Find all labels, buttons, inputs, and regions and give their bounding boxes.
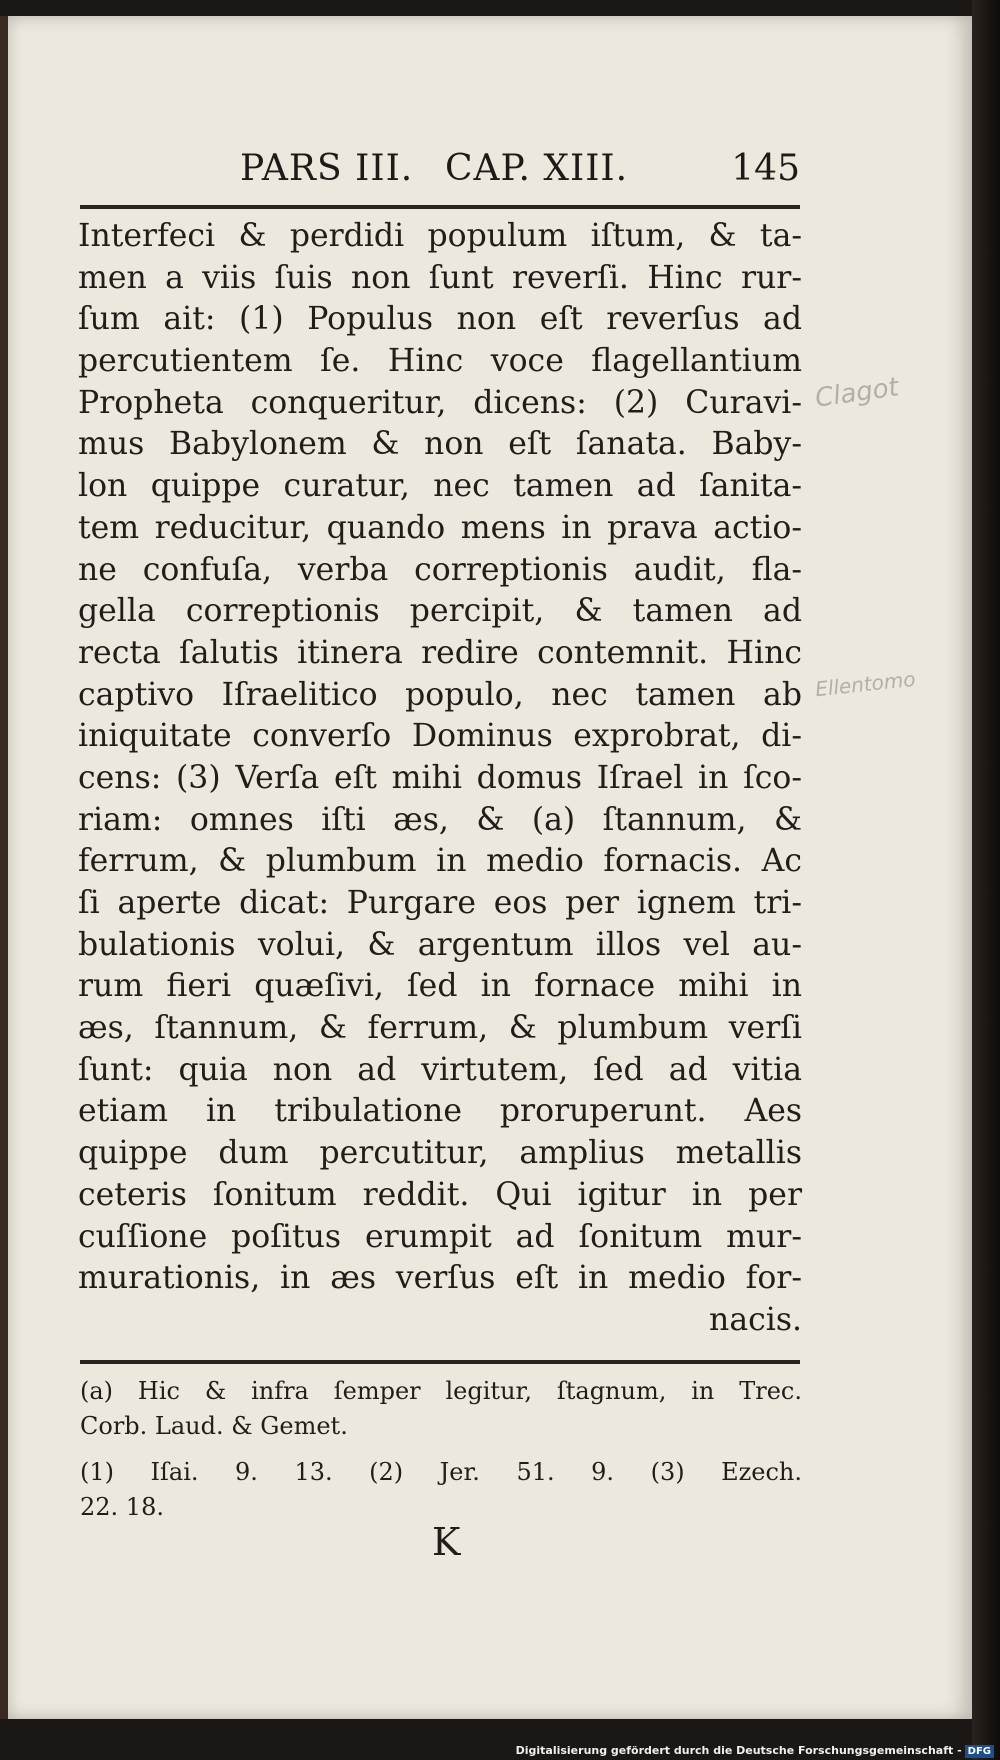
text-line: tem reducitur, quando mens in prava actio- [78,509,802,546]
text-line: cens: (3) Verſa eſt mihi domus Iſrael in ſco- [78,759,802,796]
text-line: mus Babylonem & non eſt ſanata. Baby- [78,426,802,463]
margin-annotation: Ellentomo [814,666,917,702]
text-line: riam: omnes iſti æs, & (a) ſtannum, & [78,801,802,838]
text-line: captivo Iſraelitico populo, nec tamen ab [78,676,802,713]
footnote-rule [80,1360,800,1364]
header-part: PARS III. [240,148,414,189]
header-rule [80,205,800,209]
footnote-line: Corb. Laud. & Gemet. [80,1412,348,1440]
text-line: ſum ait: (1) Populus non eſt reverſus ad [78,301,802,338]
text-line: iniquitate converſo Dominus exprobrat, di- [78,718,802,755]
text-line: ſunt: quia non ad virtutem, ſed ad vitia [78,1051,802,1088]
text-line: murationis, in æs verſus eſt in medio for- [78,1260,802,1297]
text-line: etiam in tribulatione proruperunt. Aes [78,1093,802,1130]
book-edge-right [972,0,1000,1760]
text-line: bulationis volui, & argentum illos vel au- [78,926,802,963]
digitization-credit [516,1744,994,1758]
text-line: æs, ſtannum, & ferrum, & plumbum verſi [78,1010,802,1047]
footnote-line: 22. 18. [80,1493,164,1521]
main-text [78,216,802,1342]
signature-mark: K [432,1520,461,1564]
text-line: quippe dum percutitur, amplius metallis [78,1135,802,1172]
running-header [80,148,800,198]
footnote-line: (1) Iſai. 9. 13. (2) Jer. 51. 9. (3) Ezech. [80,1458,802,1486]
text-line: nacis. [709,1301,802,1338]
text-line: lon quippe curatur, nec tamen ad ſanita- [78,468,802,505]
header-chapter: CAP. XIII. [445,148,629,189]
text-line: men a viis ſuis non ſunt reverſi. Hinc rur- [78,259,802,296]
footnote-references [80,1455,802,1525]
text-line: ſi aperte dicat: Purgare eos per ignem tri- [78,885,802,921]
page-number: 145 [731,148,800,189]
book-edge-left [0,16,8,1719]
margin-annotation: Clagot [813,372,901,414]
text-line: percutientem ſe. Hinc voce flagellantium [78,343,802,380]
text-line: ne confuſa, verba correptionis audit, fla- [78,551,802,588]
credit-text: Digitalisierung gefördert durch die Deutsche Forschungsgemeinschaft - [515,1744,962,1757]
text-line: ferrum, & plumbum in medio fornacis. Ac [78,843,802,880]
text-line: Propheta conqueritur, dicens: (2) Curavi- [78,384,802,421]
text-line: recta ſalutis itinera redire contemnit. Hinc [78,634,802,671]
text-line: gella correptionis percipit, & tamen ad [78,593,802,630]
footnote-line: (a) Hic & infra ſemper legitur, ſtagnum, in Trec. [80,1377,802,1405]
dfg-logo-icon: DFG [965,1745,994,1758]
text-line: cuſſione poſitus erumpit ad ſonitum mur- [78,1218,802,1255]
text-line: rum fieri quæſivi, ſed in fornace mihi in [78,968,802,1005]
text-line: Interfeci & perdidi populum iſtum, & ta- [78,218,802,254]
footnote-variant [80,1374,802,1444]
text-line: ceteris ſonitum reddit. Qui igitur in per [78,1176,802,1213]
